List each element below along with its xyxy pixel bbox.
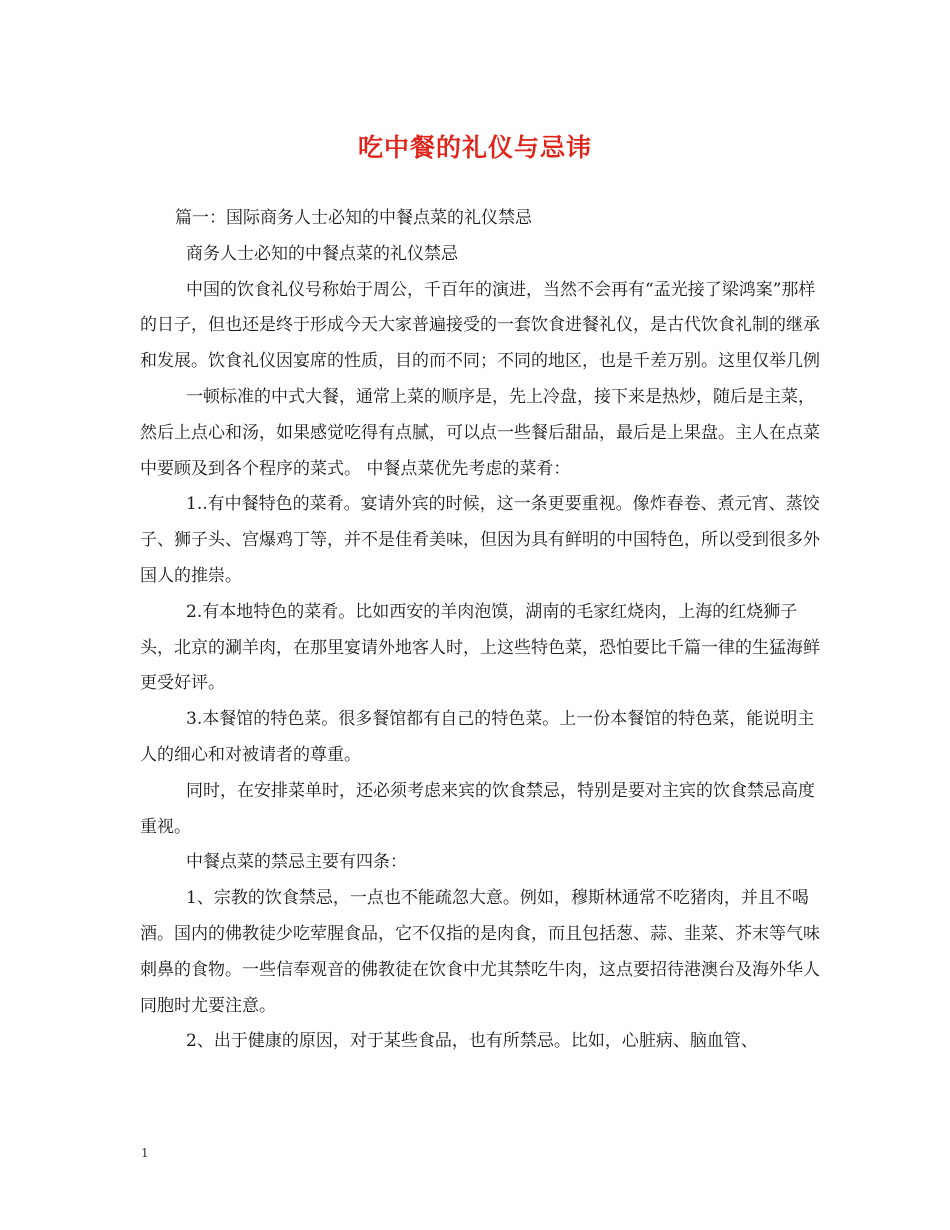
paragraph: 中国的饮食礼仪号称始于周公，千百年的演进，当然不会再有“孟光接了梁鸿案”那样的日子，但也还是终于形成今天大家普遍接受的一套饮食进餐礼仪，是古代饮食礼制的继承和发展。饮食礼仪因宴席的性质，目的而不同；不同的地区，也是千差万别。这里仅举几例 xyxy=(140,279,820,372)
paragraph: 2、出于健康的原因，对于某些食品，也有所禁忌。比如，心脏病、脑血管、 xyxy=(186,1031,758,1052)
paragraph: 1..有中餐特色的菜肴。宴请外宾的时候，这一条更要重视。像炸春卷、煮元宵、蒸饺子、狮子头、宫爆鸡丁等，并不是佳肴美味，但因为具有鲜明的中国特色，所以受到很多外国人的推崇。 xyxy=(140,494,820,586)
paragraph: 同时，在安排菜单时，还必须考虑来宾的饮食禁忌，特别是要对主宾的饮食禁忌高度重视。 xyxy=(140,780,815,837)
paragraph: 3.本餐馆的特色菜。很多餐馆都有自己的特色菜。上一份本餐馆的特色菜，能说明主人的细心和对被请者的尊重。 xyxy=(140,709,815,765)
paragraph: 2.有本地特色的菜肴。比如西安的羊肉泡馍，湖南的毛家红烧肉，上海的红烧狮子头，北京的涮羊肉，在那里宴请外地客人时，上这些特色菜，恐怕要比千篇一律的生猛海鲜更受好评。 xyxy=(140,601,820,694)
paragraph: 一顿标准的中式大餐，通常上菜的顺序是，先上冷盘，接下来是热炒，随后是主菜，然后上点心和汤，如果感觉吃得有点腻，可以点一些餐后甜品，最后是上果盘。主人在点菜中要顾及到各个程序的菜式。 中餐点菜优先考虑的菜肴： xyxy=(140,386,820,479)
paragraph: 1、宗教的饮食禁忌，一点也不能疏忽大意。例如，穆斯林通常不吃猪肉，并且不喝酒。国内的佛教徒少吃荤腥食品，它不仅指的是肉食，而且包括葱、蒜、韭菜、芥末等气味刺鼻的食物。一些信奉观音的佛教徒在饮食中尤其禁吃牛肉，这点要招待港澳台及海外华人同胞时尤要注意。 xyxy=(140,888,820,1016)
page-number: 1 xyxy=(141,1146,149,1160)
paragraph: 篇一：国际商务人士必知的中餐点菜的礼仪禁忌 xyxy=(175,208,532,228)
paragraph: 中餐点菜的禁忌主要有四条： xyxy=(186,852,407,873)
document-title: 吃中餐的礼仪与忌讳 xyxy=(357,133,592,162)
document-body xyxy=(140,201,820,1060)
paragraph: 商务人士必知的中餐点菜的礼仪禁忌 xyxy=(186,243,458,264)
